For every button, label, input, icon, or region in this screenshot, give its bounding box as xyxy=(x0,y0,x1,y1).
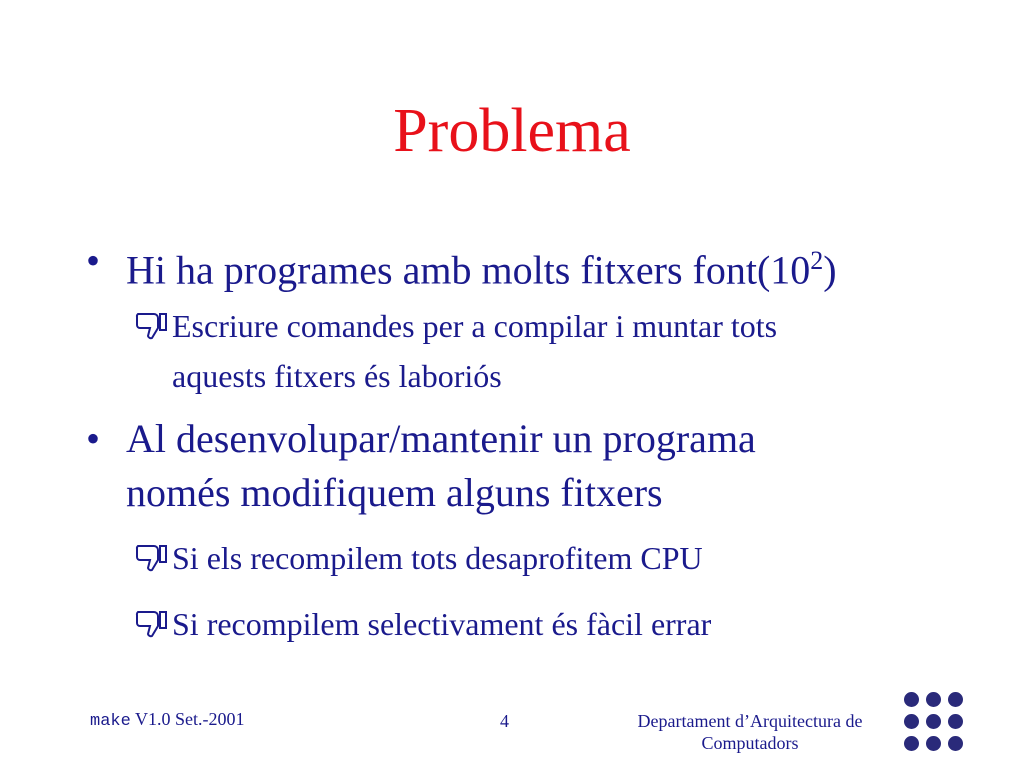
footer-department xyxy=(620,710,880,754)
bullet-1-text: Hi ha programes amb molts fitxers $font(10^2)$ xyxy=(126,246,837,293)
footer-department-line2: Computadors xyxy=(701,733,799,753)
thumbs-down-icon xyxy=(134,308,170,344)
footer-version xyxy=(90,708,244,733)
sub-bullet-2-1-text: Si els recompilem tots desaprofitem CPU xyxy=(172,540,703,576)
footer-make-label: make xyxy=(90,712,131,731)
page-number: 4 xyxy=(500,711,509,731)
department-dots-logo xyxy=(904,692,966,754)
slide-title: Problema xyxy=(393,97,631,165)
sub-bullet-2-2-text: Si recompilem selectivament és fàcil errar xyxy=(172,606,712,642)
bullet-2-line1: Al desenvolupar/mantenir un programa xyxy=(126,416,756,461)
sub-bullet-1-1-line1: Escriure comandes per a compilar i muntar tots xyxy=(172,308,778,344)
sub-bullet-1-1-line2: aquests fitxers és laboriós xyxy=(172,358,502,394)
bullet-dot: • xyxy=(86,238,101,283)
footer-version-text: V1.0 Set.-2001 xyxy=(130,709,245,729)
bullet-2-line2: només modifiquem alguns fitxers xyxy=(126,470,663,515)
thumbs-down-icon xyxy=(134,540,170,576)
footer-department-line1: Departament d’Arquitectura de xyxy=(637,711,863,731)
bullet-dot: • xyxy=(86,416,101,461)
thumbs-down-icon xyxy=(134,606,170,642)
